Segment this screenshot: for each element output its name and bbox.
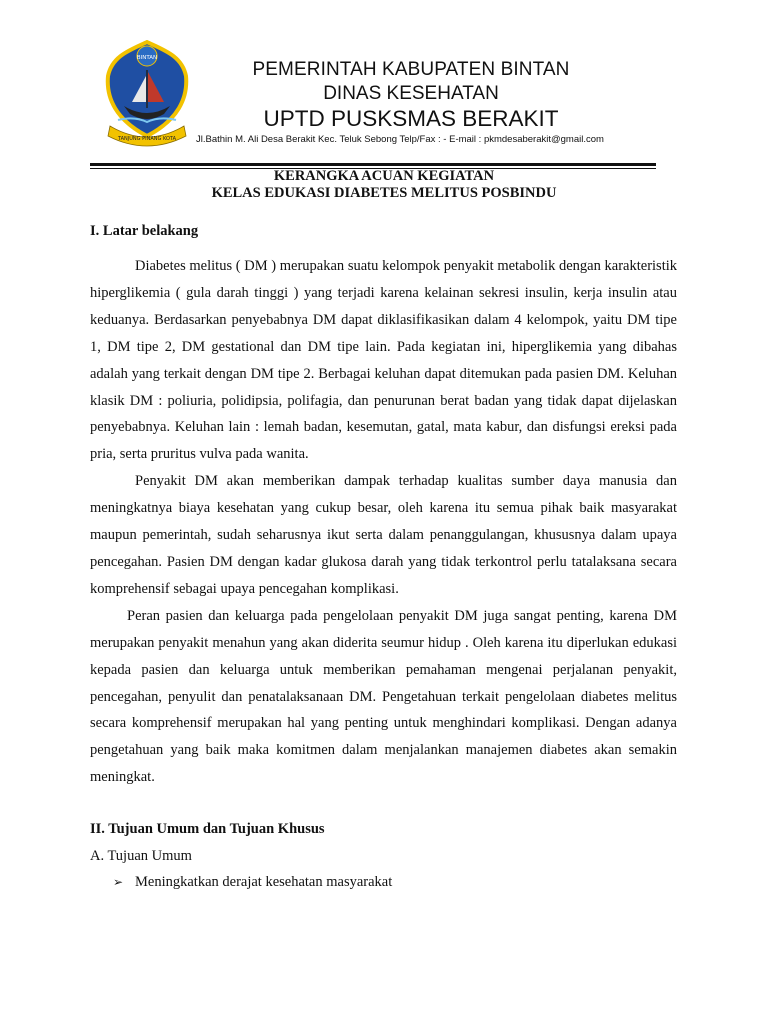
letterhead-department: DINAS KESEHATAN: [323, 83, 499, 104]
section-2-subheading: A. Tujuan Umum: [90, 848, 192, 864]
letterhead-address: Jl.Bathin M. Ali Desa Berakit Kec. Teluk Sebong Telp/Fax : - E-mail : pkmdesaberakit@gmail.com: [196, 134, 604, 145]
title-line-1: KERANGKA ACUAN KEGIATAN: [273, 168, 495, 184]
paragraph-2: Penyakit DM akan memberikan dampak terhadap kualitas sumber daya manusia dan meningkatnya biaya kesehatan yang cukup besar, oleh karena itu semua pihak baik masyarakat maupun pemerintah, sudah seharusnya ikut serta dalam penanggulangan, khususnya dalam upaya pencegahan. Pasien DM dengan kadar glukosa darah yang tidak terkontrol perlu tatalaksana secara komprehensif sebagai upaya pencegahan komplikasi.: [90, 473, 677, 597]
list-item: [113, 872, 392, 892]
letterhead-unit: UPTD PUSKSMAS BERAKIT: [263, 106, 559, 131]
list-item-text: Meningkatkan derajat kesehatan masyarakat: [135, 874, 393, 890]
letterhead: [196, 58, 626, 145]
bintan-regency-crest-icon: [104, 40, 190, 152]
paragraph-3: Peran pasien dan keluarga pada pengelolaan penyakit DM juga sangat penting, karena DM merupakan penyakit menahun yang akan diderita seumur hidup . Oleh karena itu diperlukan edukasi kepada pasien dan keluarga untuk memberikan pemahaman mengenai perjalanan penyakit, pencegahan, penyulit dan penatalaksanaan DM. Pengetahuan terkait pengelolaan diabetes melitus secara komprehensif merupakan hal yang penting untuk menghindari komplikasi. Dengan adanya pengetahuan yang baik maka komitmen dalam menjalankan manajemen diabetes akan semakin meningkat.: [90, 607, 677, 786]
crest-ribbon-text: TANJUNG PINANG KOTA: [117, 136, 177, 142]
title-line-2: KELAS EDUKASI DIABETES MELITUS POSBINDU: [211, 185, 557, 201]
section-1-body: [90, 253, 677, 791]
letterhead-government: PEMERINTAH KABUPATEN BINTAN: [252, 59, 570, 80]
paragraph-1: Diabetes melitus ( DM ) merupakan suatu kelompok penyakit metabolik dengan karakteristik hiperglikemia ( gula darah tinggi ) yang terjadi karena kelainan sekresi insulin, kerja insulin atau keduanya. Berdasarkan penyebabnya DM dapat diklasifikasikan dalam 4 kelompok, yaitu DM tipe 1, DM tipe 2, DM gestational dan DM tipe lain. Pada kegiatan ini, hiperglikemia yang dibahas adalah yang terkait dengan DM tipe 2. Berbagai keluhan dapat ditemukan pada pasien DM. Keluhan klasik DM : poliuria, polidipsia, polifagia, dan penurunan berat badan yang tidak dapat dijelaskan penyebabnya. Keluhan lain : lemah badan, kesemutan, gatal, mata kabur, dan disfungsi ereksi pada pria, serta pruritus vulva pada wanita.: [90, 258, 677, 463]
letterhead-divider-thick: [90, 163, 656, 166]
arrow-bullet-icon: ➢: [113, 875, 124, 889]
section-2-heading: II. Tujuan Umum dan Tujuan Khusus: [90, 821, 325, 837]
crest-top-text: BINTAN: [136, 55, 158, 61]
document-title: [90, 168, 678, 202]
section-1-heading: I. Latar belakang: [90, 223, 199, 239]
